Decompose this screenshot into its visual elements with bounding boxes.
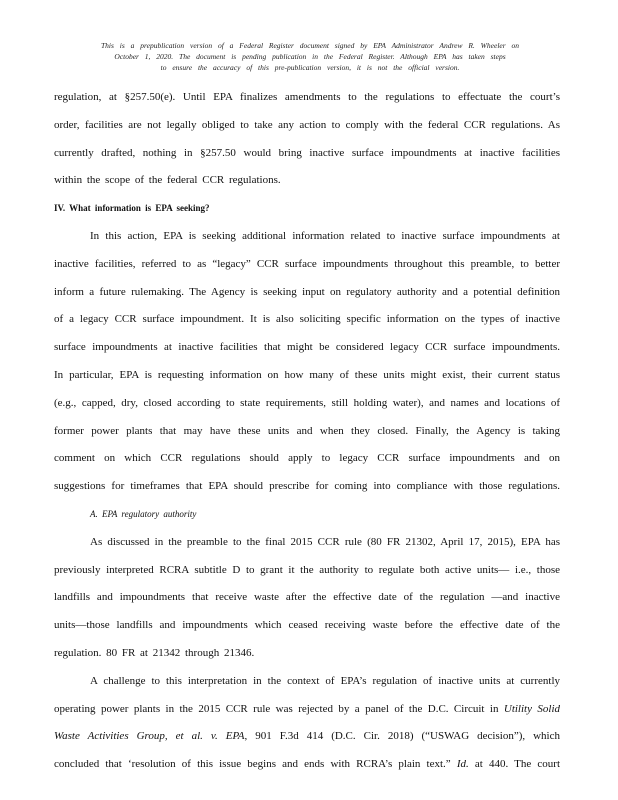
text-line: regulation. 80 FR at 21342 through 21346.	[54, 646, 255, 659]
text-line: As discussed in the preamble to the final 2015 CCR rule (80 FR 21302, April 17, 2015), EPA has	[90, 535, 560, 548]
text-line	[54, 751, 560, 779]
text-line: currently drafted, nothing in §257.50 would bring inactive surface impoundments at inactive facilities	[54, 146, 560, 159]
text-line: order, facilities are not legally obliged to take any action to comply with the federal CCR regulations. As	[54, 118, 560, 131]
prepublication-notice	[60, 40, 560, 73]
text-line: surface impoundments at inactive facilities that might be considered legacy CCR surface impoundments.	[54, 341, 560, 354]
text-line	[54, 696, 560, 724]
text-line: suggestions for timeframes that EPA should prescribe for coming into compliance with those regulations.	[54, 480, 560, 493]
text-line: units—those landfills and impoundments which ceased receiving waste before the effective date of the	[54, 619, 560, 632]
text-line: In particular, EPA is requesting information on how many of these units might exist, their current status	[54, 368, 560, 381]
text-line: In this action, EPA is seeking additional information related to inactive surface impoundments at	[90, 229, 560, 242]
citation-italic: Id.	[456, 758, 469, 771]
text-line: inactive facilities, referred to as “legacy” CCR surface impoundments throughout this preamble, to better	[54, 257, 560, 270]
text-line	[54, 723, 560, 751]
text-line: inform a future rulemaking. The Agency is seeking input on regulatory authority and a potential definition	[54, 285, 560, 298]
notice-line: This is a prepublication version of a Federal Register document signed by EPA Administrator Andrew R. Wheeler on	[100, 41, 520, 50]
document-body	[54, 84, 560, 779]
section-heading: IV. What information is EPA seeking?	[54, 203, 210, 214]
text-line: A challenge to this interpretation in the context of EPA’s regulation of inactive units at currently	[90, 674, 560, 687]
text-line: landfills and impoundments that receive waste after the effective date of the regulation —and inactive	[54, 591, 560, 604]
text-segment: , 901 F.3d 414 (D.C. Cir. 2018) (“USWAG decision”), which	[244, 730, 560, 743]
text-line: previously interpreted RCRA subtitle D to grant it the authority to regulate both active units— i.e., those	[54, 563, 560, 576]
case-name-italic: Utility Solid	[503, 702, 560, 715]
text-line: within the scope of the federal CCR regulations.	[54, 174, 281, 187]
text-segment: at 440. The court	[474, 758, 560, 771]
text-line: of a legacy CCR surface impoundment. It is also soliciting specific information on the types of inactive	[54, 313, 560, 326]
text-segment: operating power plants in the 2015 CCR rule was rejected by a panel of the D.C. Circuit in	[54, 702, 499, 715]
text-line: (e.g., capped, dry, closed according to state requirements, still holding water), and names and locations of	[54, 396, 560, 409]
notice-line: October 1, 2020. The document is pending publication in the Federal Register. Although EPA has taken steps	[114, 52, 506, 61]
text-line: former power plants that may have these units and when they closed. Finally, the Agency is taking	[54, 424, 560, 437]
text-line: regulation, at §257.50(e). Until EPA finalizes amendments to the regulations to effectuate the court’s	[54, 91, 560, 103]
text-segment: concluded that ‘resolution of this issue begins and ends with RCRA’s plain text.”	[54, 758, 451, 771]
notice-line: to ensure the accuracy of this pre-publication version, it is not the official version.	[160, 63, 460, 72]
subsection-heading: A. EPA regulatory authority	[90, 508, 197, 519]
text-line: comment on which CCR regulations should apply to legacy CCR surface impoundments and on	[54, 452, 560, 465]
case-name-italic: Waste Activities Group, et al. v. EPA	[54, 730, 245, 743]
